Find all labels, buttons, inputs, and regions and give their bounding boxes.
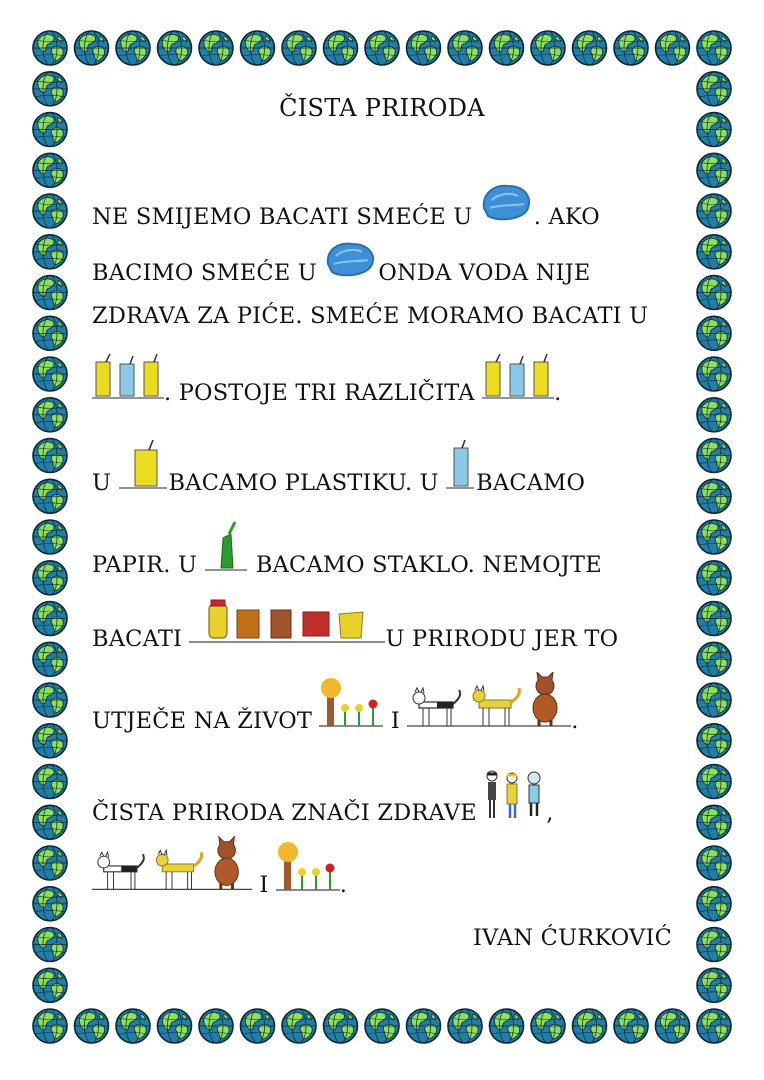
globe-icon (448, 31, 482, 65)
blue-bin-drawing (446, 440, 476, 490)
globe-icon (697, 194, 731, 228)
globe-icon (697, 276, 731, 310)
globe-icon (697, 398, 731, 432)
globe-icon (33, 602, 67, 636)
globe-icon (282, 31, 316, 65)
globe-icon (33, 194, 67, 228)
line-8-text-a: UTJEČE NA ŽIVOT (92, 708, 320, 734)
three-recycling-bins-drawing (92, 354, 164, 400)
tree-and-flowers-drawing (319, 676, 383, 728)
text-line-10 (92, 836, 347, 898)
line-10-text-a: I (252, 872, 276, 898)
author-name: IVAN ĆURKOVIĆ (472, 925, 672, 951)
line-2-text-a: BACIMO SMEĆE U (92, 260, 325, 286)
globe-icon (33, 642, 67, 676)
globe-icon (199, 1009, 233, 1043)
globe-icon (531, 1009, 565, 1043)
globe-icon (697, 724, 731, 758)
globe-icon (33, 316, 67, 350)
globe-icon (75, 31, 109, 65)
line-6-text-b: BACAMO STAKLO. NEMOJTE (248, 552, 602, 578)
line-9-text-a: ČISTA PRIRODA ZNAČI ZDRAVE (92, 800, 485, 826)
globe-icon (697, 683, 731, 717)
globe-icon (490, 1009, 524, 1043)
line-4-text-b: . (554, 380, 562, 406)
tree-and-flowers-drawing (276, 840, 340, 892)
globe-icon (697, 439, 731, 473)
line-4-text-a: . POSTOJE TRI RAZLIČITA (164, 380, 483, 406)
globe-icon (33, 398, 67, 432)
text-line-6 (92, 520, 602, 578)
globe-icon (656, 31, 690, 65)
line-5-text-a: U (92, 470, 119, 496)
line-8-text-b: I (383, 708, 408, 734)
globe-icon (158, 1009, 192, 1043)
globe-icon (614, 1009, 648, 1043)
globe-icon (33, 1009, 67, 1043)
globe-icon (656, 1009, 690, 1043)
water-puddle-drawing (324, 240, 378, 280)
globe-icon (33, 235, 67, 269)
globe-icon (490, 31, 524, 65)
globe-icon (33, 968, 67, 1002)
yellow-bin-drawing (119, 440, 169, 490)
globe-icon (697, 602, 731, 636)
line-8-text-c: . (571, 708, 579, 734)
globe-icon (33, 153, 67, 187)
globe-icon (33, 561, 67, 595)
globe-icon (697, 31, 731, 65)
line-5-text-c: BACAMO (476, 470, 586, 496)
line-2-text-b: ONDA VODA NIJE (378, 260, 591, 286)
globe-icon (697, 520, 731, 554)
globe-icon (573, 1009, 607, 1043)
globe-icon (33, 846, 67, 880)
globe-icon (241, 1009, 275, 1043)
globe-icon (697, 153, 731, 187)
globe-icon (697, 235, 731, 269)
line-1-text-a: NE SMIJEMO BACATI SMEĆE U (92, 204, 480, 230)
line-7-text-a: BACATI (92, 626, 190, 652)
trash-items-drawing (189, 598, 385, 646)
globe-icon (33, 724, 67, 758)
globe-icon (33, 683, 67, 717)
globe-icon (448, 1009, 482, 1043)
globe-icon (33, 520, 67, 554)
globe-icon (33, 357, 67, 391)
globe-icon (573, 31, 607, 65)
globe-icon (407, 1009, 441, 1043)
globe-icon (282, 1009, 316, 1043)
globe-icon (324, 1009, 358, 1043)
globe-icon (697, 316, 731, 350)
globe-icon (531, 31, 565, 65)
globe-icon (324, 31, 358, 65)
line-6-text-a: PAPIR. U (92, 552, 205, 578)
text-line-2 (92, 240, 590, 286)
globe-icon (33, 439, 67, 473)
text-line-9 (92, 768, 554, 826)
animals-drawing (407, 672, 571, 728)
water-puddle-drawing (480, 180, 534, 224)
text-line-7 (92, 598, 618, 652)
globe-icon (241, 31, 275, 65)
text-line-3 (92, 303, 648, 329)
globe-icon (697, 642, 731, 676)
globe-icon (365, 1009, 399, 1043)
globe-icon (33, 805, 67, 839)
globe-icon (697, 805, 731, 839)
globe-icon (33, 31, 67, 65)
text-line-8 (92, 672, 579, 734)
globe-icon (158, 31, 192, 65)
globe-icon (116, 31, 150, 65)
line-10-text-b: . (339, 872, 348, 898)
globe-icon (33, 479, 67, 513)
globe-icon (365, 31, 399, 65)
line-9-text-b: , (546, 800, 554, 826)
globe-icon (697, 968, 731, 1002)
line-7-text-b: U PRIRODU JER TO (385, 626, 619, 652)
page-title: ČISTA PRIRODA (279, 94, 485, 122)
text-line-4 (92, 354, 561, 406)
globe-icon (697, 887, 731, 921)
globe-icon (614, 31, 648, 65)
globe-icon (697, 765, 731, 799)
green-bin-drawing (205, 520, 249, 572)
line-1-text-b: . AKO (533, 204, 600, 230)
globe-icon (697, 357, 731, 391)
people-drawing (484, 768, 546, 820)
globe-icon (116, 1009, 150, 1043)
globe-icon (697, 846, 731, 880)
globe-icon (33, 765, 67, 799)
globe-icon (199, 31, 233, 65)
globe-icon (75, 1009, 109, 1043)
text-line-5 (92, 440, 585, 496)
globe-icon (697, 928, 731, 962)
line-5-text-b: BACAMO PLASTIKU. U (168, 470, 447, 496)
globe-icon (697, 561, 731, 595)
text-line-1 (92, 180, 600, 230)
globe-icon (33, 276, 67, 310)
globe-icon (697, 1009, 731, 1043)
globe-icon (697, 479, 731, 513)
globe-icon (33, 928, 67, 962)
line-3-text: ZDRAVA ZA PIĆE. SMEĆE MORAMO BACATI U (92, 303, 649, 329)
three-recycling-bins-drawing (482, 354, 554, 400)
globe-icon (33, 887, 67, 921)
globe-icon (407, 31, 441, 65)
animals-drawing (92, 836, 252, 892)
